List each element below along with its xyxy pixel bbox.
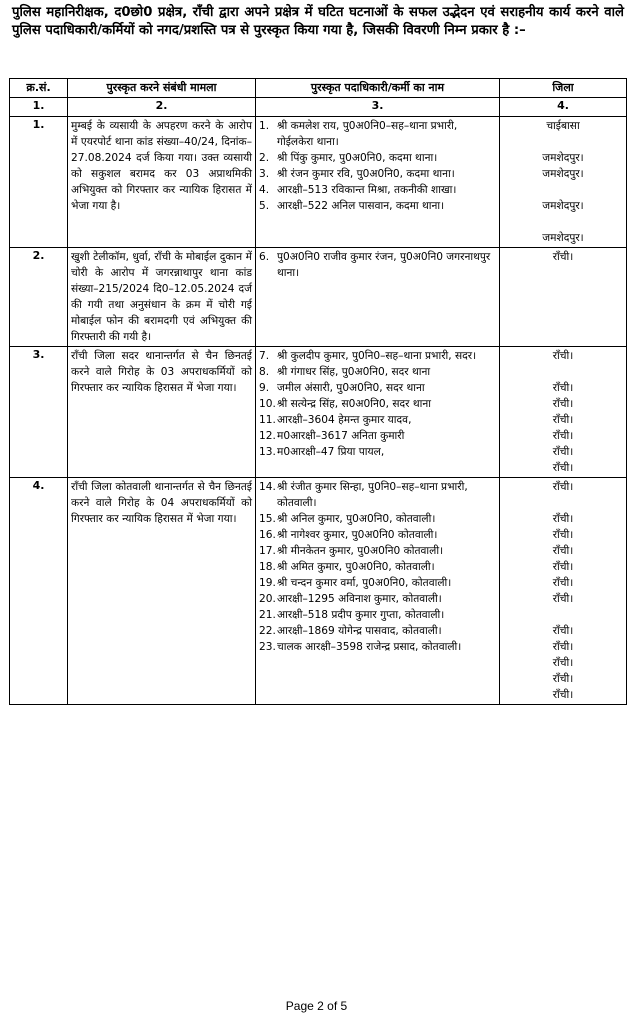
district-name: राँची। xyxy=(552,398,574,410)
awardee-number: 4. xyxy=(259,184,270,196)
district-name: राँची। xyxy=(552,657,574,669)
header-district: जिला xyxy=(500,79,627,98)
list-item xyxy=(259,479,496,511)
awardee-list-cell xyxy=(256,248,500,347)
awardee-number: 21. xyxy=(259,609,276,621)
district-name xyxy=(503,364,623,380)
awardee-list xyxy=(259,118,496,214)
awardee-number: 13. xyxy=(259,446,276,458)
awardee-list-cell xyxy=(256,347,500,478)
district-name: चाईबासा xyxy=(546,120,580,132)
case-description: राँची जिला सदर थानान्तर्गत से चैन छिनतई करने वाले गिरोह के 03 अपराधकर्मियों को गिरफ्तार कर न्यायिक हिरासत में भेजा गया। xyxy=(68,347,256,478)
district-name: राँची। xyxy=(552,673,574,685)
district-name: जमशेदपुर। xyxy=(542,232,584,244)
list-item xyxy=(259,511,496,527)
intro-paragraph: पुलिस महानिरीक्षक, द0छो0 प्रक्षेत्र, राँची द्वारा अपने प्रक्षेत्र में घटित घटनाओं के सफल उद्भेदन एवं सराहनीय कार्य करने वाले पुलिस पदाधिकारी/कर्मियों को नगद/प्रशस्ति पत्र से पुरस्कृत किया गया है, जिसकी विवरणी निम्न प्रकार है :– xyxy=(12,5,624,38)
awardee-number: 12. xyxy=(259,430,276,442)
district-name: राँची। xyxy=(552,577,574,589)
district-name: जमशेदपुर। xyxy=(542,168,584,180)
list-item xyxy=(259,182,496,198)
district-name: जमशेदपुर। xyxy=(542,152,584,164)
awardee-number: 8. xyxy=(259,366,270,378)
case-description: राँची जिला कोतवाली थानान्तर्गत से चैन छिनतई करने वाले गिरोह के 04 अपराधकर्मियों को गिरफ्तार कर न्यायिक हिरासत में भेजा गया। xyxy=(68,478,256,705)
awardee-number: 22. xyxy=(259,625,276,637)
list-item xyxy=(259,575,496,591)
district-name: राँची। xyxy=(552,689,574,701)
awardee-number: 11. xyxy=(259,414,276,426)
district-name: जमशेदपुर। xyxy=(542,200,584,212)
district-name: राँची। xyxy=(552,382,574,394)
district-name: राँची। xyxy=(552,513,574,525)
district-name: राँची। xyxy=(552,251,574,263)
list-item xyxy=(259,364,496,380)
list-item xyxy=(259,380,496,396)
awardee-name: आरक्षी–518 प्रदीप कुमार गुप्ता, कोतवाली। xyxy=(277,609,445,621)
awardee-number: 17. xyxy=(259,545,276,557)
list-item xyxy=(259,412,496,428)
district-name: राँची। xyxy=(552,462,574,474)
awardee-name: म0आरक्षी–3617 अनिता कुमारी xyxy=(277,430,405,442)
list-item xyxy=(259,623,496,639)
table-row xyxy=(10,478,627,705)
list-item xyxy=(259,428,496,444)
awardee-number: 10. xyxy=(259,398,276,410)
district-name: राँची। xyxy=(552,545,574,557)
awardee-list xyxy=(259,348,496,460)
district-name: राँची। xyxy=(552,529,574,541)
district-name: राँची। xyxy=(552,593,574,605)
awardee-name: पु0अ0नि0 राजीव कुमार रंजन, पु0अ0नि0 जगरनाथपुर थाना। xyxy=(277,251,491,279)
district-name xyxy=(503,607,623,623)
district-name: राँची। xyxy=(552,481,574,493)
case-description: मुम्बई के व्यसायी के अपहरण करने के आरोप में एयरपोर्ट थाना कांड संख्या–40/24, दिनांक–27.08.2024 दर्ज किया गया। उक्त व्यसायी को सकुशल बरामद कर 03 अप्राथमिकी अभियुक्त को गिरफ्तार कर न्यायिक हिरासत में भेजा गया है। xyxy=(68,117,256,248)
district-name: राँची। xyxy=(552,561,574,573)
awardee-name: श्री चन्दन कुमार वर्मा, पु0अ0नि0, कोतवाली। xyxy=(277,577,452,589)
list-item xyxy=(259,527,496,543)
list-item xyxy=(259,249,496,281)
awardee-number: 3. xyxy=(259,168,270,180)
col-number: 2. xyxy=(68,98,256,117)
awardee-list-cell xyxy=(256,117,500,248)
serial-number: 3. xyxy=(10,347,68,478)
district-name xyxy=(503,214,623,230)
list-item xyxy=(259,543,496,559)
list-item xyxy=(259,591,496,607)
list-item xyxy=(259,444,496,460)
awardee-number: 18. xyxy=(259,561,276,573)
awardee-number: 9. xyxy=(259,382,270,394)
awardee-name: श्री अमित कुमार, पु0अ0नि0, कोतवाली। xyxy=(277,561,435,573)
list-item xyxy=(259,607,496,623)
table-row xyxy=(10,117,627,248)
district-name: राँची। xyxy=(552,641,574,653)
awardee-number: 14. xyxy=(259,481,276,493)
col-number: 3. xyxy=(256,98,500,117)
awardee-name: श्री पिंकु कुमार, पु0अ0नि0, कदमा थाना। xyxy=(277,152,438,164)
awardee-number: 7. xyxy=(259,350,270,362)
district-name: राँची। xyxy=(552,446,574,458)
awardee-name: श्री रंजन कुमार रवि, पु0अ0नि0, कदमा थाना। xyxy=(277,168,455,180)
district-cell xyxy=(500,347,627,478)
district-cell xyxy=(500,478,627,705)
awardee-number: 16. xyxy=(259,529,276,541)
district-name xyxy=(503,182,623,198)
list-item xyxy=(259,166,496,182)
district-cell xyxy=(500,248,627,347)
col-number: 4. xyxy=(500,98,627,117)
awardee-name: आरक्षी–513 रविकान्त मिश्रा, तकनीकी शाखा। xyxy=(277,184,457,196)
awardee-name: श्री कमलेश राय, पु0अ0नि0–सह–थाना प्रभारी, गोईलकेरा थाना। xyxy=(277,120,458,148)
awardee-name: आरक्षी–1869 योगेन्द्र पासवाद, कोतवाली। xyxy=(277,625,442,637)
awardee-list-cell xyxy=(256,478,500,705)
case-description: खुशी टेलीकॉम, धुर्वा, राँची के मोबाईल दुकान में चोरी के आरोप में जगरन्नाथापुर थाना कांड संख्या–215/2024 दि0–12.05.2024 दर्ज की गयी तथा अनुसंधान के क्रम में चोरी गई मोबाईल फोन की बरामदगी एवं अभियुक्त की गिरफ्तारी की गयी है। xyxy=(68,248,256,347)
list-item xyxy=(259,559,496,575)
awardee-list xyxy=(259,479,496,655)
header-case: पुरस्कृत करने संबंधी मामला xyxy=(68,79,256,98)
table-row xyxy=(10,347,627,478)
header-row xyxy=(10,79,627,98)
district-name xyxy=(503,134,623,150)
awardee-name: श्री रंजीत कुमार सिन्हा, पु0नि0–सह–थाना प्रभारी, कोतवाली। xyxy=(277,481,468,509)
awardee-name: आरक्षी–1295 अविनाश कुमार, कोतवाली। xyxy=(277,593,442,605)
awards-table xyxy=(9,78,627,705)
awardee-number: 6. xyxy=(259,251,270,263)
awardee-name: श्री सत्येन्द्र सिंह, स0अ0नि0, सदर थाना xyxy=(277,398,431,410)
list-item xyxy=(259,348,496,364)
awardee-name: श्री गंगाधर सिंह, पु0अ0नि0, सदर थाना xyxy=(277,366,431,378)
list-item xyxy=(259,639,496,655)
awardee-name: श्री कुलदीप कुमार, पु0नि0–सह–थाना प्रभारी, सदर। xyxy=(277,350,477,362)
awardee-name: जमील अंसारी, पु0अ0नि0, सदर थाना xyxy=(277,382,425,394)
district-name: राँची। xyxy=(552,625,574,637)
awardee-number: 1. xyxy=(259,120,270,132)
list-item xyxy=(259,198,496,214)
awardee-number: 23. xyxy=(259,641,276,653)
awardee-name: आरक्षी–3604 हेमन्त कुमार यादव, xyxy=(277,414,412,426)
column-number-row xyxy=(10,98,627,117)
awardee-name: श्री अनिल कुमार, पु0अ0नि0, कोतवाली। xyxy=(277,513,436,525)
awardee-name: श्री मीनकेतन कुमार, पु0अ0नि0 कोतवाली। xyxy=(277,545,444,557)
district-cell xyxy=(500,117,627,248)
serial-number: 1. xyxy=(10,117,68,248)
awardee-number: 15. xyxy=(259,513,276,525)
awardee-list xyxy=(259,249,496,281)
list-item xyxy=(259,118,496,150)
awardee-name: श्री नागेश्वर कुमार, पु0अ0नि0 कोतवाली। xyxy=(277,529,438,541)
district-name: राँची। xyxy=(552,430,574,442)
district-name: राँची। xyxy=(552,350,574,362)
awardee-number: 20. xyxy=(259,593,276,605)
serial-number: 2. xyxy=(10,248,68,347)
district-name: राँची। xyxy=(552,414,574,426)
district-name xyxy=(503,495,623,511)
awardee-number: 5. xyxy=(259,200,270,212)
list-item xyxy=(259,150,496,166)
table-row xyxy=(10,248,627,347)
page-footer: Page 2 of 5 xyxy=(285,999,348,1013)
awardee-name: आरक्षी–522 अनिल पासवान, कदमा थाना। xyxy=(277,200,445,212)
header-serial: क्र.सं. xyxy=(10,79,68,98)
col-number: 1. xyxy=(10,98,68,117)
awardee-number: 2. xyxy=(259,152,270,164)
header-name: पुरस्कृत पदाधिकारी/कर्मी का नाम xyxy=(256,79,500,98)
serial-number: 4. xyxy=(10,478,68,705)
awardee-name: म0आरक्षी–47 प्रिया पायल, xyxy=(277,446,385,458)
awardee-name: चालक आरक्षी–3598 राजेन्द्र प्रसाद, कोतवाली। xyxy=(277,641,462,653)
awardee-number: 19. xyxy=(259,577,276,589)
list-item xyxy=(259,396,496,412)
